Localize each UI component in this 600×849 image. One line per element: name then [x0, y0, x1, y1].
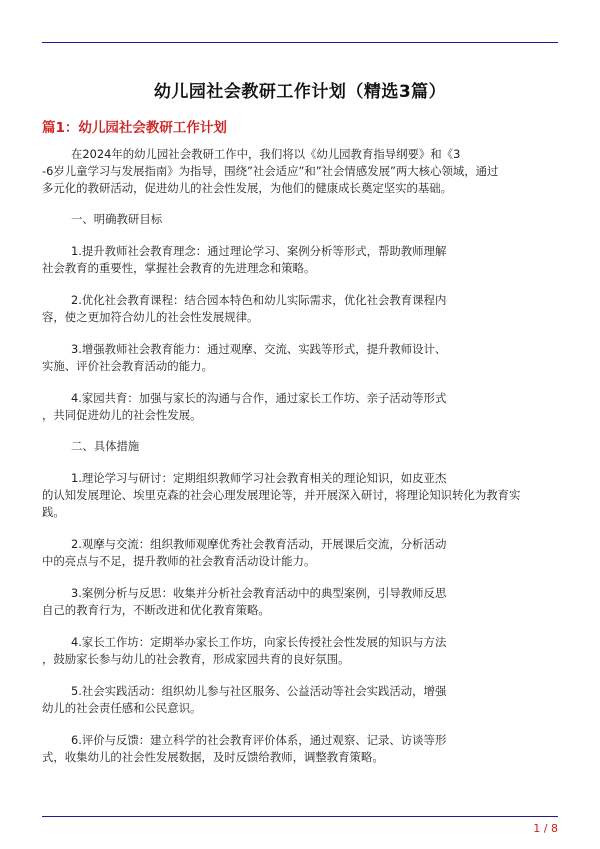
paragraph: 4.家长工作坊：定期举办家长工作坊，向家长传授社会性发展的知识与方法 ，鼓励家长参与幼儿的社会教育，形成家园共育的良好氛围。	[42, 635, 447, 666]
paragraph: 一、明确教研目标	[42, 212, 163, 226]
paragraph: 5.社会实践活动：组织幼儿参与社区服务、公益活动等社会实践活动，增强 幼儿的社会责任感和公民意识。	[42, 684, 447, 715]
header-rule	[42, 42, 558, 43]
document-title: 幼儿园社会教研工作计划（精选3篇）	[153, 82, 447, 102]
paragraph: 二、具体措施	[42, 439, 140, 453]
footer-rule	[42, 816, 558, 817]
paragraph: 2.观摩与交流：组织教师观摩优秀社会教育活动，开展课后交流，分析活动 中的亮点与不足，提升教师的社会教育活动设计能力。	[42, 537, 447, 568]
paragraph: 3.案例分析与反思：收集并分析社会教育活动中的典型案例，引导教师反思 自己的教育行为，不断改进和优化教育策略。	[42, 586, 447, 617]
paragraph: 1.理论学习与研讨：定期组织教师学习社会教育相关的理论知识，如皮亚杰 的认知发展理论、埃里克森的社会心理发展理论等，并开展深入研讨，将理论知识转化为教育实 践。	[42, 471, 521, 519]
paragraph: 3.增强教师社会教育能力：通过观摩、交流、实践等形式，提升教师设计、 实施、评价社会教育活动的能力。	[42, 342, 447, 373]
page-indicator: 1 / 8	[533, 822, 558, 835]
paragraph: 6.评价与反馈：建立科学的社会教育评价体系，通过观察、记录、访谈等形 式，收集幼儿的社会性发展数据，及时反馈给教师，调整教育策略。	[42, 733, 447, 764]
paragraph: 4.家园共育：加强与家长的沟通与合作，通过家长工作坊、亲子活动等形式 ，共同促进幼儿的社会性发展。	[42, 391, 447, 422]
paragraph: 2.优化社会教育课程：结合园本特色和幼儿实际需求，优化社会教育课程内 容，使之更加符合幼儿的社会性发展规律。	[42, 293, 447, 324]
paragraph: 1.提升教师社会教育理念：通过理论学习、案例分析等形式，帮助教师理解 社会教育的重要性，掌握社会教育的先进理念和策略。	[42, 244, 447, 275]
section-heading: 篇1：幼儿园社会教研工作计划	[42, 120, 227, 136]
paragraph: 在2024年的幼儿园社会教研工作中，我们将以《幼儿园教育指导纲要》和《3 -6岁儿童学习与发展指南》为指导，围绕”社会适应”和”社会情感发展”两大核心领域，通过 多元化的教研活动，促进幼儿的社会性发展，为他们的健康成长奠定坚实的基础。	[42, 147, 499, 195]
